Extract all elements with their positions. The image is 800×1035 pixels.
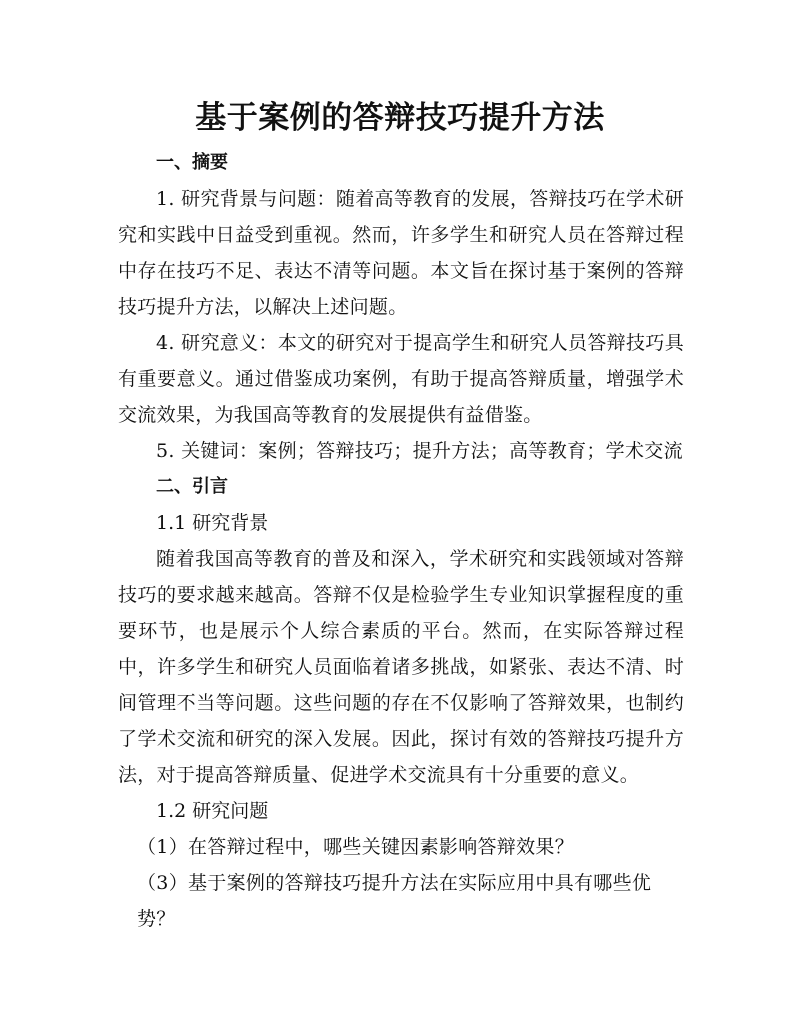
document-title: 基于案例的答辩技巧提升方法: [195, 100, 605, 136]
abstract-item-5-keywords: 5. 关键词：案例；答辩技巧；提升方法；高等教育；学术交流: [156, 440, 683, 462]
intro-heading: 二、引言: [156, 476, 228, 497]
abstract-item-1: 1. 研究背景与问题：随着高等教育的发展，答辩技巧在学术研究和实践中日益受到重视。然而，许多学生和研究人员在答辩过程中存在技巧不足、表达不清等问题。本文旨在探讨基于案例的答辩技巧提升方法，以解决上述问题。: [118, 188, 684, 318]
research-background-title: 1.1 研究背景: [156, 512, 269, 534]
abstract-heading: 一、摘要: [156, 152, 228, 173]
abstract-item-4: 4. 研究意义：本文的研究对于提高学生和研究人员答辩技巧具有重要意义。通过借鉴成功案例，有助于提高答辩质量，增强学术交流效果，为我国高等教育的发展提供有益借鉴。: [118, 332, 684, 426]
research-background-paragraph: 随着我国高等教育的普及和深入，学术研究和实践领域对答辩技巧的要求越来越高。答辩不仅是检验学生专业知识掌握程度的重要环节，也是展示个人综合素质的平台。然而，在实际答辩过程中，许多学生和研究人员面临着诸多挑战，如紧张、表达不清、时间管理不当等问题。这些问题的存在不仅影响了答辩效果，也制约了学术交流和研究的深入发展。因此，探讨有效的答辩技巧提升方法，对于提高答辩质量、促进学术交流具有十分重要的意义。: [118, 548, 684, 786]
research-question-1: （1）在答辩过程中，哪些关键因素影响答辩效果？: [137, 836, 574, 858]
research-question-3: （3）基于案例的答辩技巧提升方法在实际应用中具有哪些优势？: [137, 872, 652, 930]
document-body: [118, 145, 684, 930]
research-questions-title: 1.2 研究问题: [156, 800, 269, 822]
